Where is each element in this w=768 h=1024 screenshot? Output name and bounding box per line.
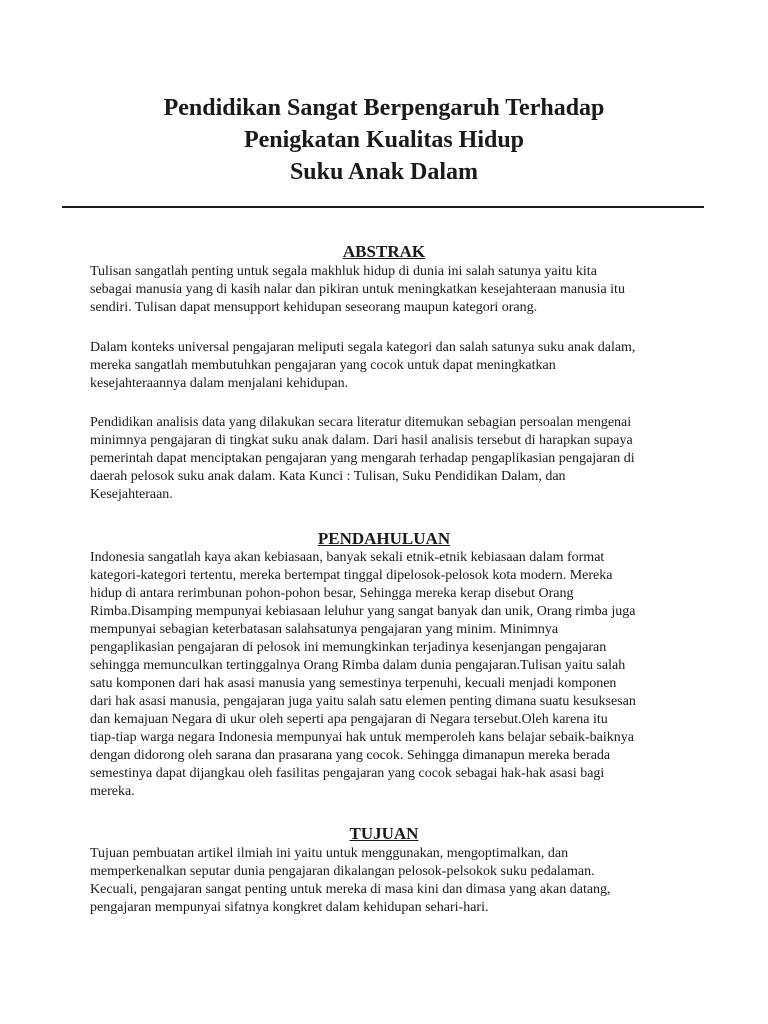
text-line: Dalam konteks universal pengajaran meliputi segala kategori dan salah satunya suku anak dalam, [90,340,636,355]
title-line: Pendidikan Sangat Berpengaruh Terhadap [163,95,605,121]
section-heading-abstrak: ABSTRAK [342,242,426,261]
text-line: mereka. [90,784,135,799]
abstract-paragraph [90,339,690,393]
text-line: pengajaran mempunyai sifatnya kongkret dalam kehidupan sehari-hari. [90,900,489,915]
abstract-paragraph [90,263,690,317]
text-line: dari hak asasi manusia, pengajaran juga yaitu salah satu elemen penting dimana suatu kesuksesan [90,694,636,709]
text-line: tiap-tiap warga negara Indonesia mempunyai hak untuk memperoleh kans belajar sebaik-baiknya [90,730,634,745]
text-line: memperkenalkan seputar dunia pengajaran dikalangan pelosok-pelsokok suku pedalaman. [90,864,595,879]
abstract-paragraph [90,414,690,504]
text-line: pengaplikasian pengajaran di pelosok ini memungkinkan terjadinya kesenjangan pengajaran [90,640,607,655]
text-line: Rimba.Disamping mempunyai kebiasaan leluhur yang sangat banyak dan unik, Orang rimba juga [90,604,636,619]
text-line: dengan didorong oleh sarana dan prasarana yang cocok. Sehingga dimanapun mereka berada [90,748,611,763]
text-line: sendiri. Tulisan dapat mensupport kehidupan seseorang maupun kategori orang. [90,300,538,315]
text-line: hidup di antara rerimbunan pohon-pohon besar, Sehingga mereka kerap disebut Orang [90,586,574,601]
text-line: Kecuali, pengajaran sangat penting untuk mereka di masa kini dan dimasa yang akan datang, [90,882,611,897]
objective-paragraph [90,845,690,917]
title-divider [62,206,704,208]
text-line: Tulisan sangatlah penting untuk segala makhluk hidup di dunia ini salah satunya yaitu kita [90,264,597,279]
text-line: mempunyai sebagian keterbatasan salahsatunya pengajaran yang minim. Minimnya [90,622,559,637]
text-line: pemerintah dapat menciptakan pengajaran yang mengarah terhadap pengaplikasian pengajaran di [90,451,635,466]
text-line: sebagai manusia yang di kasih nalar dan pikiran untuk meningkatkan kesejahteraan manusia itu [90,282,625,297]
text-line: Tujuan pembuatan artikel ilmiah ini yaitu untuk menggunakan, mengoptimalkan, dan [90,846,569,861]
text-line: kategori-kategori tertentu, mereka bertempat tinggal dipelosok-pelosok kota modern. Mereka [90,568,613,583]
text-line: sehingga memunculkan tertinggalnya Orang Rimba dalam dunia pengajaran.Tulisan yaitu salah [90,658,626,673]
introduction-paragraph [90,549,690,801]
title-line: Suku Anak Dalam [289,159,479,185]
title-line: Penigkatan Kualitas Hidup [243,127,525,153]
text-line: kesejahteraannya dalam menjalani kehidupan. [90,376,349,391]
text-line: Pendidikan analisis data yang dilakukan secara literatur ditemukan sebagian persoalan mengenai [90,415,632,430]
text-line: satu komponen dari hak asasi manusia yang semestinya terpenuhi, kecuali menjadi komponen [90,676,617,691]
text-line: Indonesia sangatlah kaya akan kebiasaan, banyak sekali etnik-etnik kebiasaan dalam format [90,550,605,565]
text-line: daerah pelosok suku anak dalam. Kata Kunci : Tulisan, Suku Pendidikan Dalam, dan [90,469,566,484]
section-heading-tujuan: TUJUAN [349,824,419,843]
text-line: dan kemajuan Negara di ukur oleh seperti apa pengajaran di Negara tersebut.Oleh karena itu [90,712,608,727]
text-line: semestinya dapat dijangkau oleh fasilitas pengajaran yang cocok sebagai hak-hak asasi bagi [90,766,605,781]
document-title [60,92,708,188]
section-heading-pendahuluan: PENDAHULUAN [317,529,451,548]
text-line: mereka sangatlah membutuhkan pengajaran yang cocok untuk dapat meningkatkan [90,358,556,373]
text-line: minimnya pengajaran di tingkat suku anak dalam. Dari hasil analisis tersebut di harapkan supaya [90,433,633,448]
text-line: Kesejahteraan. [90,487,173,502]
